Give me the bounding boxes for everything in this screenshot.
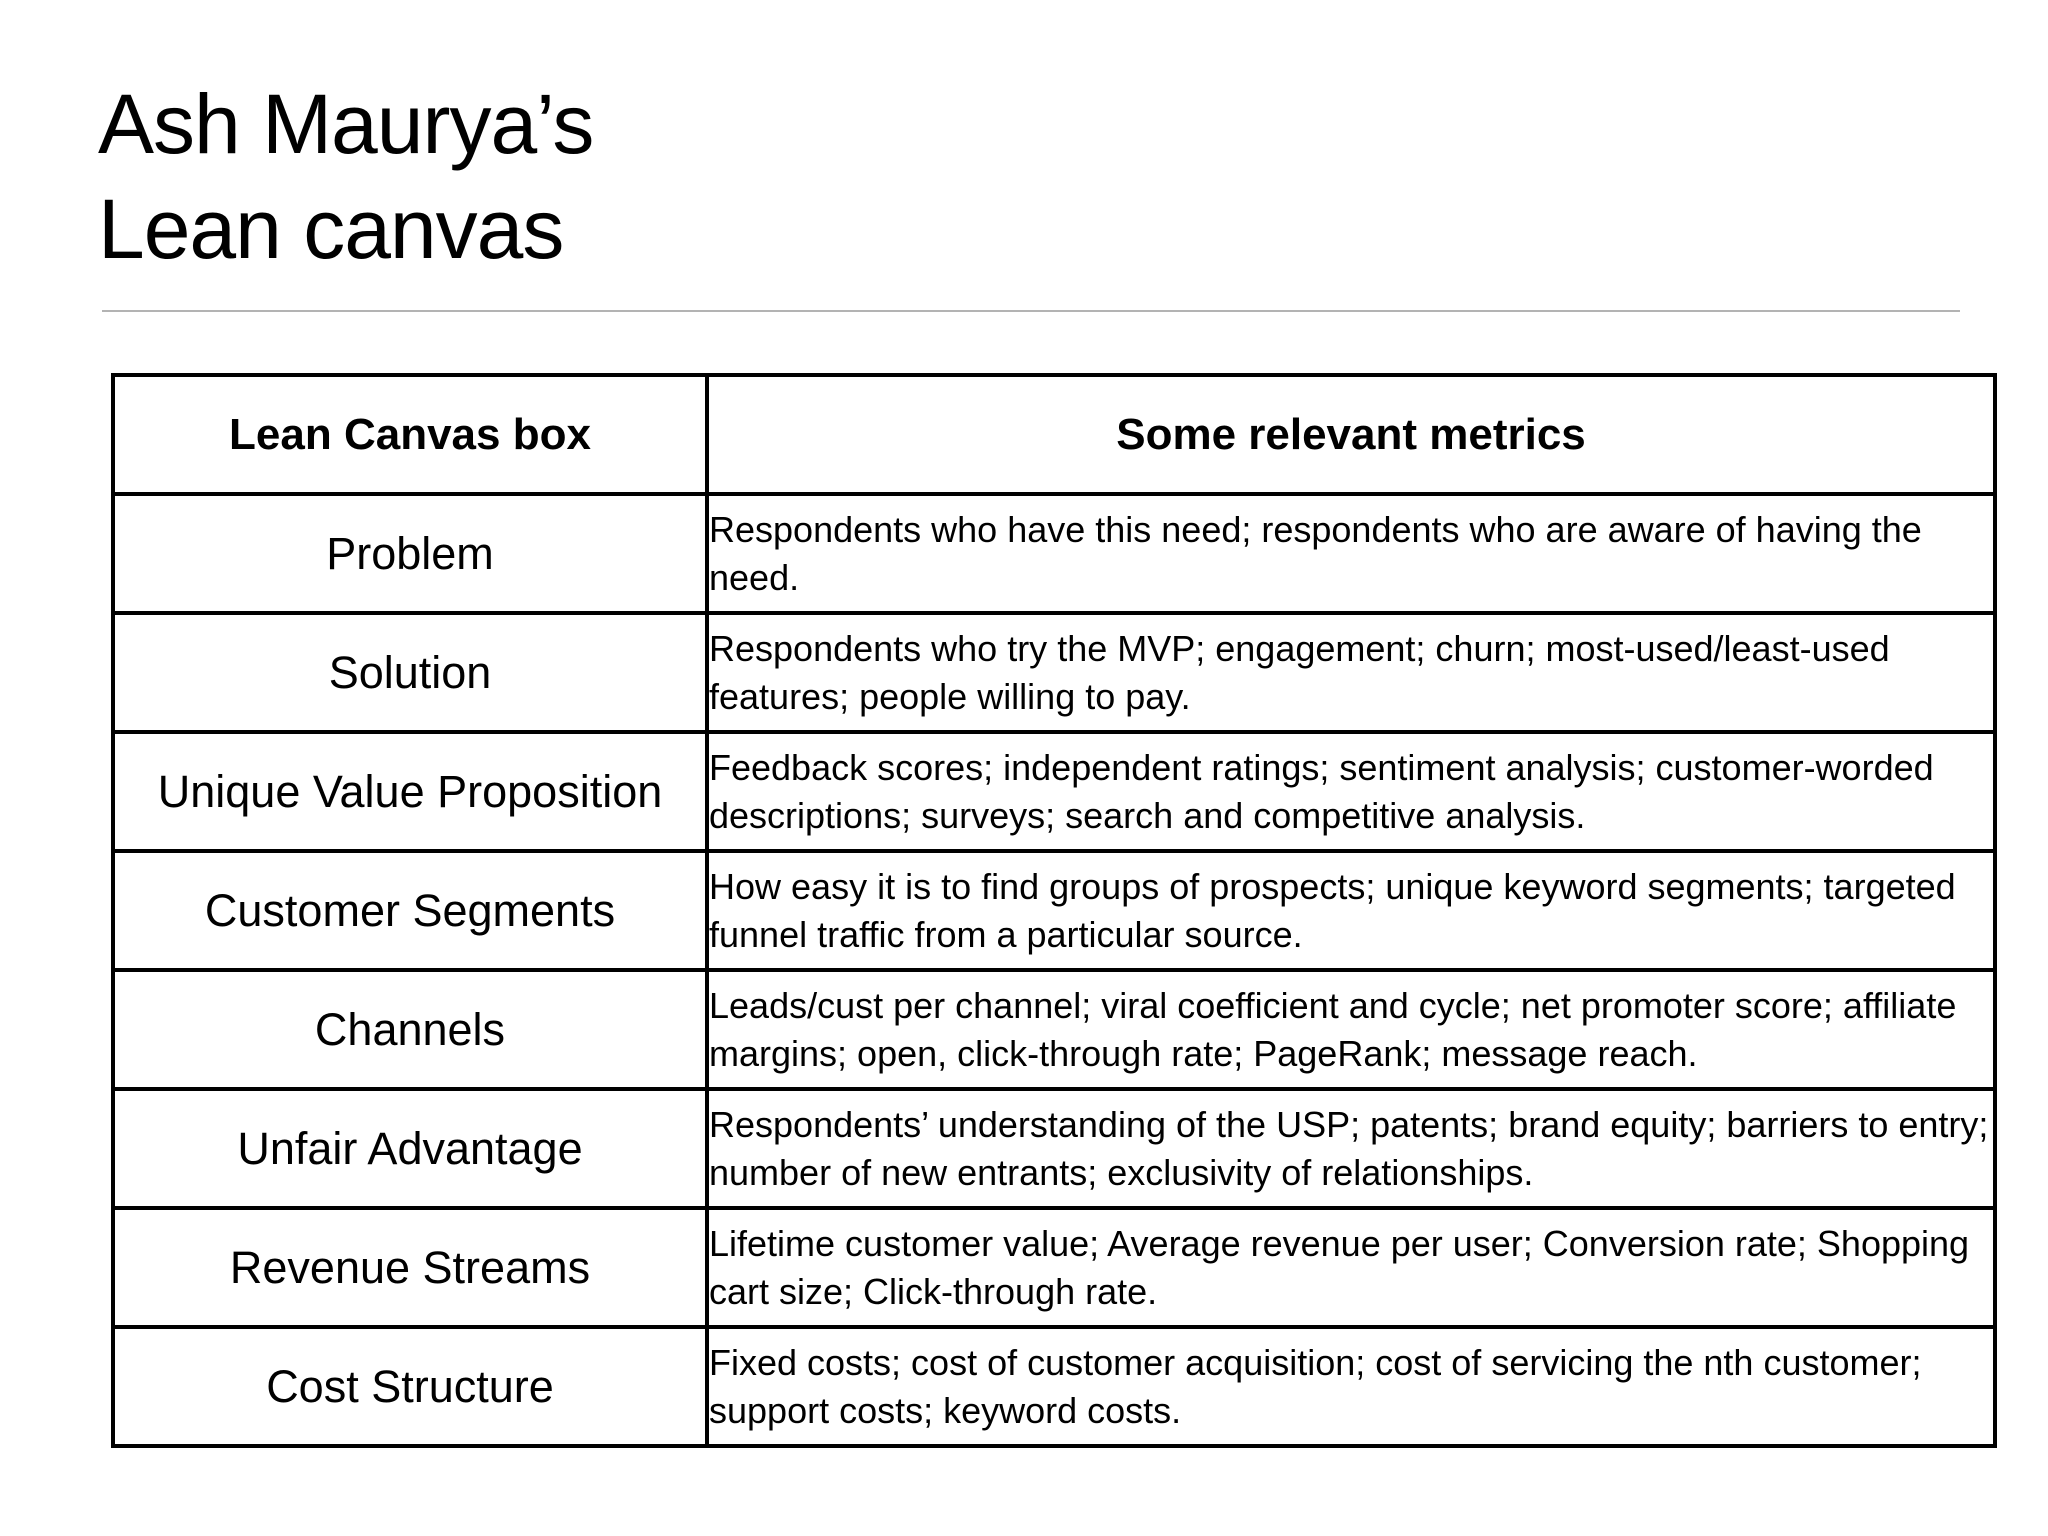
table-row	[113, 851, 1995, 970]
table-row	[113, 494, 1995, 613]
table-row	[113, 1208, 1995, 1327]
box-name: Unfair Advantage	[113, 1089, 707, 1208]
box-name: Solution	[113, 613, 707, 732]
box-name: Customer Segments	[113, 851, 707, 970]
title-divider	[102, 310, 1960, 312]
page-title	[98, 72, 593, 282]
header-relevant-metrics: Some relevant metrics	[707, 375, 1995, 494]
title-line-2: Lean canvas	[98, 182, 564, 276]
table-row	[113, 732, 1995, 851]
box-metrics: Respondents who try the MVP; engagement; churn; most-used/least-used features; people willing to pay.	[707, 613, 1995, 732]
box-name: Revenue Streams	[113, 1208, 707, 1327]
header-lean-canvas-box: Lean Canvas box	[113, 375, 707, 494]
box-metrics: Respondents who have this need; respondents who are aware of having the need.	[707, 494, 1995, 613]
box-name: Cost Structure	[113, 1327, 707, 1446]
box-name: Channels	[113, 970, 707, 1089]
box-metrics: Respondents’ understanding of the USP; patents; brand equity; barriers to entry; number of new entrants; exclusivity of relationships.	[707, 1089, 1995, 1208]
table-header-row	[113, 375, 1995, 494]
box-metrics: Lifetime customer value; Average revenue per user; Conversion rate; Shopping cart size; Click-through rate.	[707, 1208, 1995, 1327]
box-metrics: Fixed costs; cost of customer acquisition; cost of servicing the nth customer; support costs; keyword costs.	[707, 1327, 1995, 1446]
box-metrics: How easy it is to find groups of prospects; unique keyword segments; targeted funnel traffic from a particular source.	[707, 851, 1995, 970]
box-name: Problem	[113, 494, 707, 613]
title-line-1: Ash Maurya’s	[98, 77, 594, 171]
box-name: Unique Value Proposition	[113, 732, 707, 851]
box-metrics: Leads/cust per channel; viral coefficient and cycle; net promoter score; affiliate margins; open, click-through rate; PageRank; message reach.	[707, 970, 1995, 1089]
lean-canvas-metrics-table	[111, 373, 1997, 1448]
table-row	[113, 1327, 1995, 1446]
table-row	[113, 1089, 1995, 1208]
table-row	[113, 970, 1995, 1089]
box-metrics: Feedback scores; independent ratings; sentiment analysis; customer-worded descriptions; surveys; search and competitive analysis.	[707, 732, 1995, 851]
table-row	[113, 613, 1995, 732]
